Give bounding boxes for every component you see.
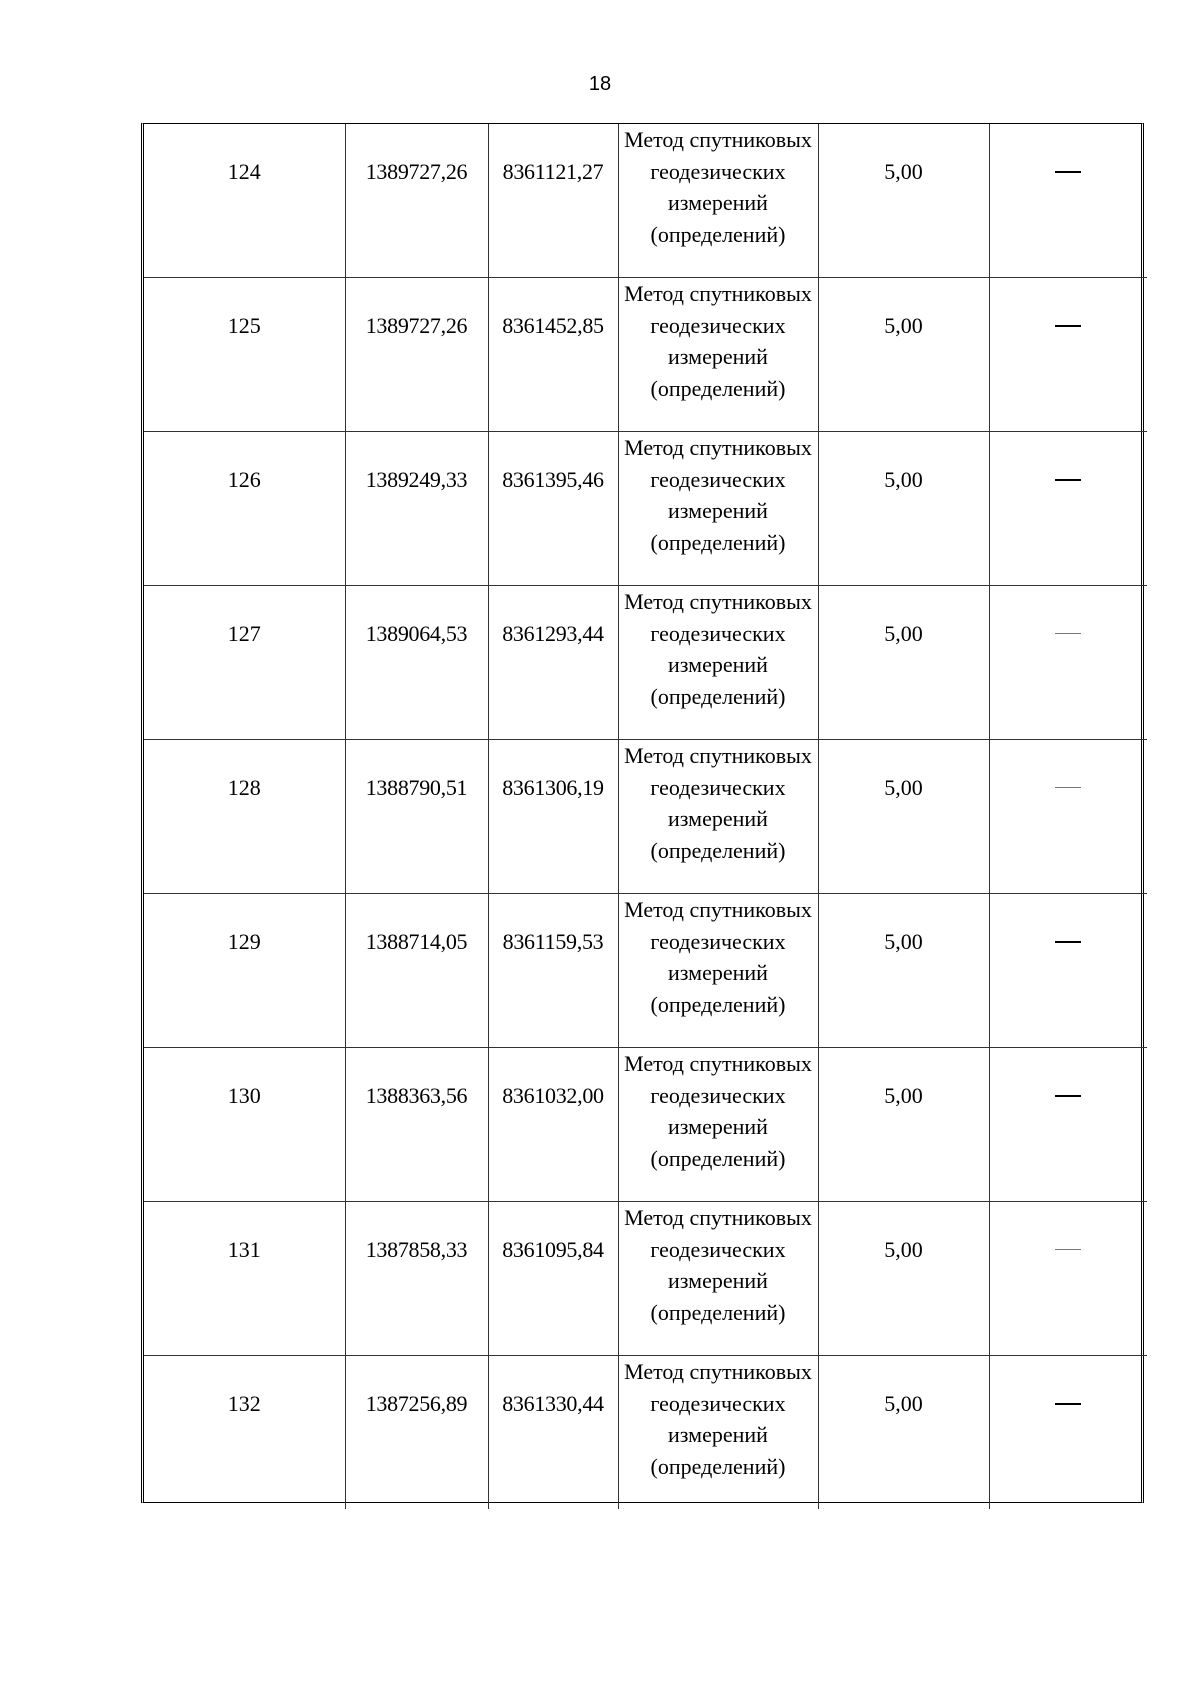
y-coordinate-cell	[488, 124, 618, 278]
coordinates-table	[144, 124, 1147, 1509]
point-number: 127	[227, 621, 261, 646]
y-coordinate: 8361306,19	[502, 775, 604, 800]
y-coordinate: 8361452,85	[502, 313, 604, 338]
y-coordinate-cell	[488, 1202, 618, 1356]
x-coordinate: 1388363,56	[365, 1083, 468, 1108]
accuracy-value: 5,00	[884, 1083, 923, 1108]
point-number-cell	[144, 432, 345, 586]
accuracy-value: 5,00	[884, 929, 923, 954]
table-row	[144, 1356, 1147, 1510]
y-coordinate-cell	[488, 586, 618, 740]
dash-glyph	[1055, 1095, 1081, 1097]
table-row	[144, 586, 1147, 740]
method-cell	[618, 894, 818, 1048]
method-cell	[618, 1048, 818, 1202]
point-number-cell	[144, 124, 345, 278]
point-number: 129	[227, 929, 261, 954]
y-coordinate-cell	[488, 278, 618, 432]
point-number-cell	[144, 278, 345, 432]
point-number-cell	[144, 586, 345, 740]
dash-glyph	[1055, 171, 1081, 173]
accuracy-cell	[818, 432, 989, 586]
method-text: Метод спутниковых геодезических измерений (определений)	[624, 1051, 812, 1171]
y-coordinate: 8361159,53	[502, 929, 604, 954]
accuracy-value: 5,00	[884, 467, 923, 492]
accuracy-cell	[818, 740, 989, 894]
accuracy-value: 5,00	[884, 775, 923, 800]
y-coordinate: 8361395,46	[502, 467, 604, 492]
x-coordinate: 1389249,33	[365, 467, 468, 492]
point-number: 132	[227, 1391, 261, 1416]
point-number: 124	[227, 159, 261, 184]
note-cell	[989, 278, 1147, 432]
x-coordinate-cell	[345, 278, 488, 432]
method-cell	[618, 124, 818, 278]
x-coordinate: 1387256,89	[365, 1391, 468, 1416]
point-number: 130	[227, 1083, 261, 1108]
x-coordinate: 1389727,26	[365, 313, 468, 338]
method-text: Метод спутниковых геодезических измерений (определений)	[624, 127, 812, 247]
x-coordinate-cell	[345, 1202, 488, 1356]
y-coordinate-cell	[488, 740, 618, 894]
method-cell	[618, 278, 818, 432]
x-coordinate-cell	[345, 586, 488, 740]
dash-glyph	[1055, 1403, 1081, 1405]
x-coordinate: 1388790,51	[365, 775, 468, 800]
x-coordinate: 1389727,26	[365, 159, 468, 184]
coordinates-table-frame	[141, 123, 1144, 1503]
point-number: 126	[227, 467, 261, 492]
table-row	[144, 894, 1147, 1048]
x-coordinate: 1389064,53	[365, 621, 468, 646]
note-cell	[989, 586, 1147, 740]
x-coordinate: 1387858,33	[365, 1237, 468, 1262]
accuracy-cell	[818, 278, 989, 432]
accuracy-value: 5,00	[884, 621, 923, 646]
method-text: Метод спутниковых геодезических измерений (определений)	[624, 743, 812, 863]
note-cell	[989, 1356, 1147, 1510]
dash-glyph	[1055, 633, 1081, 634]
y-coordinate-cell	[488, 432, 618, 586]
method-cell	[618, 740, 818, 894]
point-number-cell	[144, 1048, 345, 1202]
method-cell	[618, 432, 818, 586]
y-coordinate-cell	[488, 1048, 618, 1202]
method-text: Метод спутниковых геодезических измерений (определений)	[624, 589, 812, 709]
point-number-cell	[144, 1202, 345, 1356]
accuracy-cell	[818, 586, 989, 740]
table-row	[144, 278, 1147, 432]
method-cell	[618, 1356, 818, 1510]
note-cell	[989, 1048, 1147, 1202]
dash-glyph	[1055, 325, 1081, 327]
accuracy-value: 5,00	[884, 1237, 923, 1262]
point-number: 125	[227, 313, 261, 338]
accuracy-cell	[818, 1202, 989, 1356]
method-text: Метод спутниковых геодезических измерений (определений)	[624, 897, 812, 1017]
accuracy-cell	[818, 1356, 989, 1510]
y-coordinate: 8361032,00	[502, 1083, 604, 1108]
point-number: 128	[227, 775, 261, 800]
point-number-cell	[144, 894, 345, 1048]
x-coordinate-cell	[345, 1356, 488, 1510]
method-text: Метод спутниковых геодезических измерений (определений)	[624, 1359, 812, 1479]
accuracy-cell	[818, 1048, 989, 1202]
accuracy-cell	[818, 124, 989, 278]
y-coordinate: 8361330,44	[502, 1391, 604, 1416]
y-coordinate-cell	[488, 894, 618, 1048]
method-text: Метод спутниковых геодезических измерений (определений)	[624, 281, 812, 401]
y-coordinate: 8361121,27	[502, 159, 604, 184]
accuracy-value: 5,00	[884, 1391, 923, 1416]
note-cell	[989, 1202, 1147, 1356]
table-row	[144, 124, 1147, 278]
point-number-cell	[144, 1356, 345, 1510]
method-text: Метод спутниковых геодезических измерений (определений)	[624, 1205, 812, 1325]
dash-glyph	[1055, 941, 1081, 943]
dash-glyph	[1055, 479, 1081, 481]
x-coordinate-cell	[345, 1048, 488, 1202]
y-coordinate: 8361293,44	[502, 621, 604, 646]
accuracy-value: 5,00	[884, 159, 923, 184]
x-coordinate-cell	[345, 894, 488, 1048]
dash-glyph	[1055, 1249, 1081, 1250]
x-coordinate-cell	[345, 124, 488, 278]
x-coordinate: 1388714,05	[365, 929, 468, 954]
table-row	[144, 1048, 1147, 1202]
point-number: 131	[227, 1237, 261, 1262]
method-text: Метод спутниковых геодезических измерений (определений)	[624, 435, 812, 555]
note-cell	[989, 432, 1147, 586]
accuracy-value: 5,00	[884, 313, 923, 338]
method-cell	[618, 1202, 818, 1356]
table-row	[144, 1202, 1147, 1356]
page-number: 18	[588, 73, 612, 95]
dash-glyph	[1055, 787, 1081, 788]
coordinates-table-body	[144, 124, 1147, 1509]
note-cell	[989, 894, 1147, 1048]
note-cell	[989, 740, 1147, 894]
point-number-cell	[144, 740, 345, 894]
y-coordinate: 8361095,84	[502, 1237, 604, 1262]
table-row	[144, 740, 1147, 894]
table-row	[144, 432, 1147, 586]
note-cell	[989, 124, 1147, 278]
x-coordinate-cell	[345, 432, 488, 586]
accuracy-cell	[818, 894, 989, 1048]
y-coordinate-cell	[488, 1356, 618, 1510]
x-coordinate-cell	[345, 740, 488, 894]
method-cell	[618, 586, 818, 740]
